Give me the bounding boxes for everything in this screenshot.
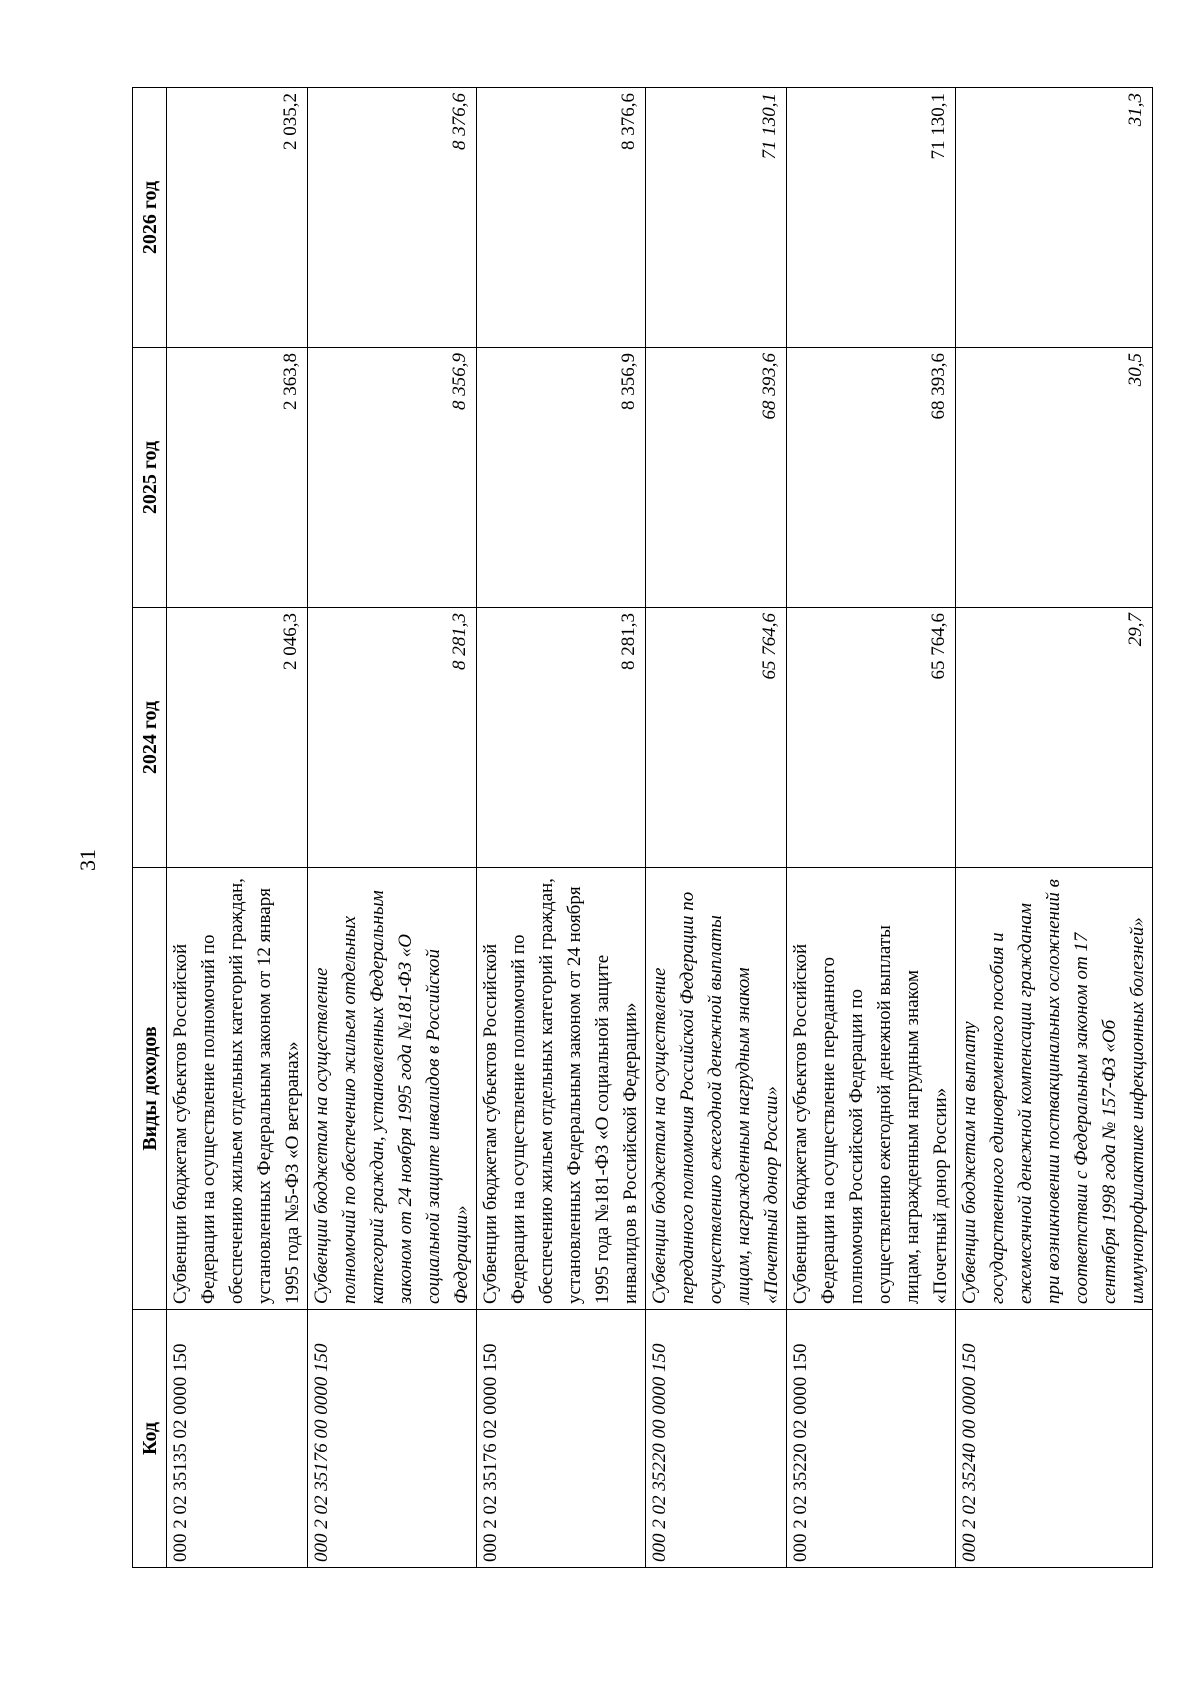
table-rotated-wrapper [132,88,1148,1568]
header-description: Виды доходов [133,868,167,1310]
header-code: Код [133,1310,167,1568]
row-value-2026: 71 130,1 [787,88,956,348]
revenue-table [132,87,1153,1568]
row-description: Субвенции бюджетам субъектов Российской Федерации на осуществление переданного полномочия Российской Федерации по осуществлению ежегодной денежной выплаты лицам, награжденным нагрудным знаком «Почетный донор России» [787,868,956,1310]
row-value-2024: 29,7 [956,608,1153,868]
row-value-2024: 2 046,3 [167,608,308,868]
row-code: 000 2 02 35135 02 0000 150 [167,1310,308,1568]
row-value-2025: 8 356,9 [477,348,646,608]
table-row [787,88,956,1568]
table-row [167,88,308,1568]
row-value-2026: 31,3 [956,88,1153,348]
row-code: 000 2 02 35176 02 0000 150 [477,1310,646,1568]
table-row [956,88,1153,1568]
row-code: 000 2 02 35176 00 0000 150 [308,1310,477,1568]
row-description: Субвенции бюджетам субъектов Российской Федерации на осуществление полномочий по обеспечению жильем отдельных категорий граждан, установленных Федеральным законом от 24 ноября 1995 года №181-ФЗ «О социальной защите инвалидов в Российской Федерации» [477,868,646,1310]
table-header-row [133,88,167,1568]
row-value-2026: 2 035,2 [167,88,308,348]
row-value-2025: 8 356,9 [308,348,477,608]
row-value-2026: 8 376,6 [477,88,646,348]
row-code: 000 2 02 35220 00 0000 150 [646,1310,787,1568]
row-code: 000 2 02 35240 00 0000 150 [956,1310,1153,1568]
row-value-2026: 71 130,1 [646,88,787,348]
row-value-2026: 8 376,6 [308,88,477,348]
row-description: Субвенции бюджетам субъектов Российской Федерации на осуществление полномочий по обеспечению жильем отдельных категорий граждан, установленных Федеральным законом от 12 января 1995 года №5-ФЗ «О ветеранах» [167,868,308,1310]
row-value-2025: 2 363,8 [167,348,308,608]
row-value-2025: 30,5 [956,348,1153,608]
row-value-2025: 68 393,6 [787,348,956,608]
row-value-2024: 65 764,6 [646,608,787,868]
row-value-2024: 8 281,3 [477,608,646,868]
row-value-2025: 68 393,6 [646,348,787,608]
row-code: 000 2 02 35220 02 0000 150 [787,1310,956,1568]
row-value-2024: 65 764,6 [787,608,956,868]
row-description: Субвенции бюджетам на осуществление полномочий по обеспечению жильем отдельных категорий граждан, установленных Федеральным законом от 24 ноября 1995 года №181-ФЗ «О социальной защите инвалидов в Российской Федерации» [308,868,477,1310]
header-2026: 2026 год [133,88,167,348]
table-row [477,88,646,1568]
table-area [132,88,1148,1568]
row-description: Субвенции бюджетам на выплату государственного единовременного пособия и ежемесячной денежной компенсации гражданам при возникновении поствакцинальных осложнений в соответствии с Федеральным законом от 17 сентября 1998 года № 157-ФЗ «Об иммунопрофилактике инфекционных болезней» [956,868,1153,1310]
page-number: 31 [75,849,100,871]
header-2025: 2025 год [133,348,167,608]
table-row [646,88,787,1568]
row-value-2024: 8 281,3 [308,608,477,868]
table-row [308,88,477,1568]
row-description: Субвенции бюджетам на осуществление переданного полномочия Российской Федерации по осуществлению ежегодной денежной выплаты лицам, награжденным нагрудным знаком «Почетный донор России» [646,868,787,1310]
header-2024: 2024 год [133,608,167,868]
